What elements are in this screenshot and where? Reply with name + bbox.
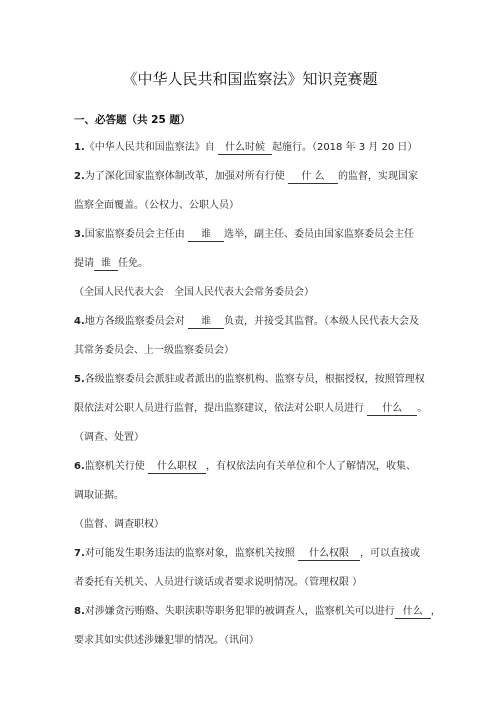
question-8-line-1 xyxy=(74,605,441,619)
question-4-line-2: 其常务委员会、上一级监察委员会） xyxy=(74,345,234,356)
question-text: 为了深化国家监察体制改革，加强对所有行使 xyxy=(84,171,285,182)
question-number: 5. xyxy=(74,374,85,385)
question-text: ，可以直接或 xyxy=(359,548,420,559)
question-4-line-1 xyxy=(74,315,419,329)
question-text: 的监督，实现国家 xyxy=(337,171,418,182)
question-text: 对可能发生职务违法的监察对象，监察机关按照 xyxy=(84,548,295,559)
question-number: 2. xyxy=(74,171,85,182)
question-number: 6. xyxy=(74,461,85,472)
question-5-line-2 xyxy=(74,402,427,416)
answer-blank: 什 么 xyxy=(288,171,338,184)
answer-blank: 什么职权 xyxy=(148,461,206,474)
question-6-line-2: 调取证据。 xyxy=(74,490,124,501)
answer-blank: 谁 xyxy=(188,316,224,329)
question-6-answer: （监督、调查职权） xyxy=(74,519,164,530)
question-text: ， xyxy=(430,606,441,617)
question-7-line-1 xyxy=(74,547,420,561)
question-2-line-2: 监察全面覆盖。（公权力、公职人员） xyxy=(74,200,239,211)
answer-blank: 什么 xyxy=(395,606,431,619)
question-8-line-2: 要求其如实供述涉嫌犯罪的情况。（讯问） xyxy=(74,635,259,646)
question-text: 任免。 xyxy=(118,258,148,269)
question-number: 8. xyxy=(74,606,85,617)
question-text: ，有权依法向有关单位和个人了解情况，收集、 xyxy=(205,461,416,472)
question-number: 4. xyxy=(74,316,85,327)
section-heading: 一、必答题（共 25 题） xyxy=(74,114,191,126)
question-text: 提请 xyxy=(74,258,94,269)
question-1-line-1 xyxy=(74,141,417,155)
question-text: 对涉嫌贪污贿赂、失职渎职等职务犯罪的被调查人，监察机关可以进行 xyxy=(84,606,395,617)
question-text: 监察机关行使 xyxy=(84,461,145,472)
question-7-line-2: 者委托有关机关、人员进行谈话或者要求说明情况。（管理权限 ） xyxy=(74,577,363,588)
question-2-line-1 xyxy=(74,170,418,184)
question-text: 各级监察委员会派驻或者派出的监察机构、监察专员，根据授权，按照管理权 xyxy=(84,374,425,385)
question-3-line-1 xyxy=(74,228,414,242)
answer-blank: 谁 xyxy=(188,229,224,242)
answer-blank: 什么权限 xyxy=(298,548,360,561)
question-number: 3. xyxy=(74,229,85,240)
document-title: 《中华人民共和国监察法》知识竞赛题 xyxy=(122,70,378,88)
question-number: 1. xyxy=(74,142,85,153)
question-5-line-1 xyxy=(74,373,425,387)
question-text: 国家监察委员会主任由 xyxy=(84,229,185,240)
question-6-line-1 xyxy=(74,460,416,474)
answer-blank: 什么 xyxy=(367,403,417,416)
question-text: 地方各级监察委员会对 xyxy=(84,316,185,327)
question-text: 《中华人民共和国监察法》自 xyxy=(84,142,215,153)
answer-blank: 什么时候 xyxy=(218,142,272,155)
question-text: 。 xyxy=(417,403,428,414)
question-number: 7. xyxy=(74,548,85,559)
question-text: 起施行。（2018 年 3 月 20 日） xyxy=(271,142,418,153)
question-text: 选举，副主任、委员由国家监察委员会主任 xyxy=(223,229,414,240)
question-text: 限依法对公职人员进行监督，提出监察建议，依法对公职人员进行 xyxy=(74,403,364,414)
question-5-answer: （调查、处置） xyxy=(74,432,144,443)
question-text: 负责，并接受其监督。（本级人民代表大会及 xyxy=(223,316,419,327)
question-3-answer: （全国人民代表大会 全国人民代表大会常务委员会） xyxy=(74,287,314,298)
answer-blank: 谁 xyxy=(94,258,118,271)
question-3-line-2 xyxy=(74,257,148,271)
